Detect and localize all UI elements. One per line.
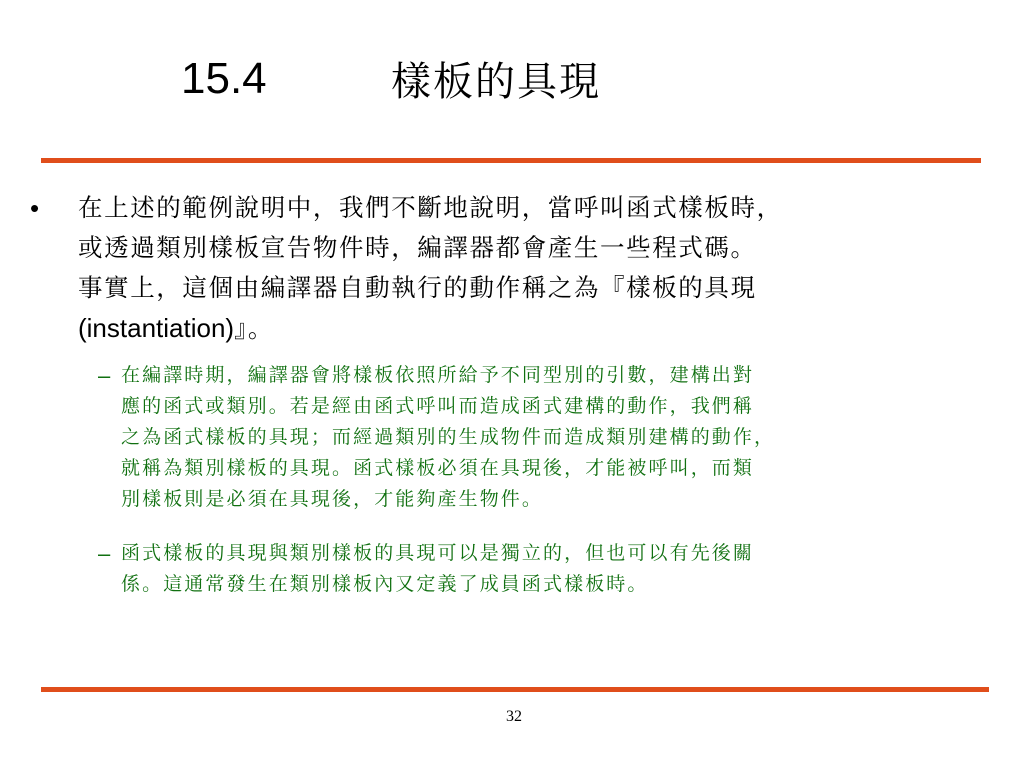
sub-bullet-line: 應的函式或類別。若是經由函式呼叫而造成函式建構的動作，我們稱 bbox=[121, 395, 755, 417]
main-bullet-line: 在上述的範例說明中，我們不斷地說明，當呼叫函式樣板時， bbox=[78, 193, 783, 222]
section-number: 15.4 bbox=[181, 54, 267, 103]
sub-bullet-line: 之為函式樣板的具現；而經過類別的生成物件而造成類別建構的動作， bbox=[121, 426, 776, 448]
sub-bullet-line: 函式樣板的具現與類別樣板的具現可以是獨立的，但也可以有先後關 bbox=[121, 542, 755, 564]
sub-bullet-line: 係。這通常發生在類別樣板內又定義了成員函式樣板時。 bbox=[121, 573, 649, 595]
bullet-dot-icon: • bbox=[30, 193, 40, 223]
top-divider bbox=[41, 158, 981, 163]
bottom-divider bbox=[41, 687, 989, 692]
main-bullet-last-line bbox=[78, 308, 274, 349]
dash-icon: – bbox=[98, 363, 111, 388]
sub-bullet-line: 在編譯時期，編譯器會將樣板依照所給予不同型別的引數，建構出對 bbox=[121, 364, 755, 386]
instantiation-term: (instantiation) bbox=[78, 313, 235, 343]
sub-bullet-line: 就稱為類別樣板的具現。函式樣板必須在具現後，才能被呼叫，而類 bbox=[121, 457, 755, 479]
main-bullet-line: 或透過類別樣板宣告物件時，編譯器都會產生一些程式碼。 bbox=[78, 233, 757, 262]
main-bullet-line: 事實上，這個由編譯器自動執行的動作稱之為『樣板的具現 bbox=[78, 273, 757, 302]
main-bullet-line-tail: 』。 bbox=[234, 314, 275, 343]
sub-bullet-line: 別樣板則是必須在具現後，才能夠產生物件。 bbox=[121, 488, 544, 510]
dash-icon: – bbox=[98, 541, 111, 566]
page-number: 32 bbox=[506, 708, 522, 725]
slide-title: 樣板的具現 bbox=[391, 59, 601, 105]
